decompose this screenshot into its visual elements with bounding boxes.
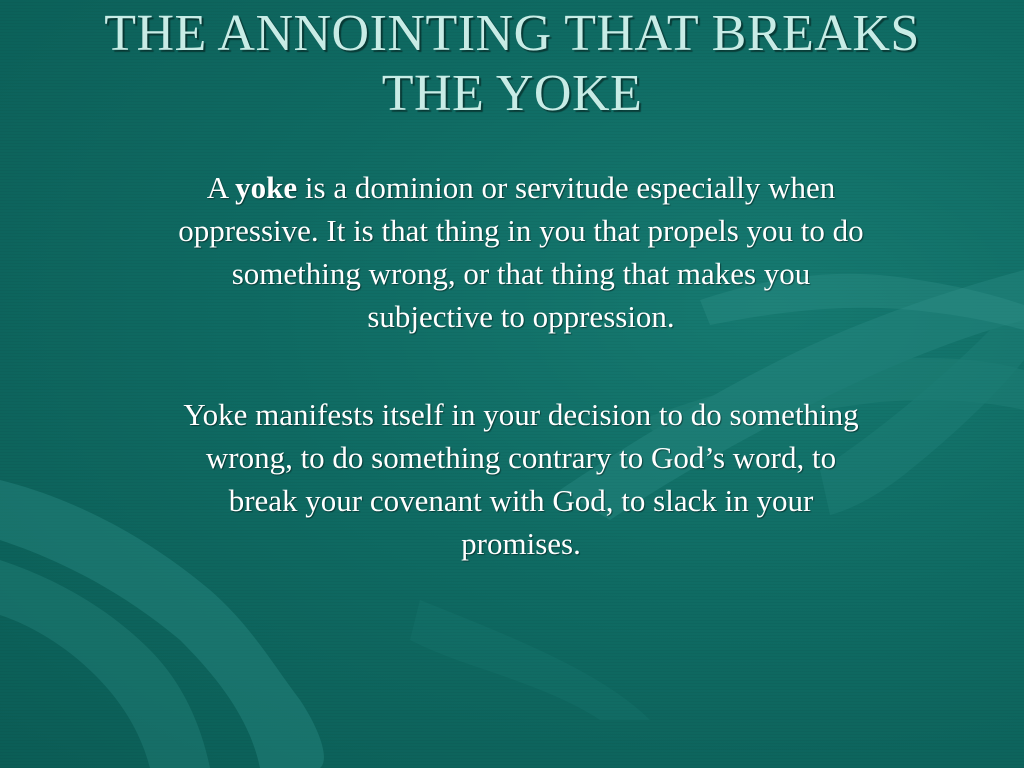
paragraph1-prefix: A — [206, 170, 236, 205]
slide-body — [170, 166, 872, 565]
paragraph-yoke-manifests: Yoke manifests itself in your decision to do something wrong, to do something contrary to God’s word, to break your covenant with God, to slack in your promises. — [183, 397, 859, 561]
paragraph1-text: is a dominion or servitude especially when oppressive. It is that thing in you that propels you to do something wrong, or that thing that makes you subjective to oppression. — [178, 170, 864, 334]
bold-keyword-yoke: yoke — [235, 170, 298, 205]
paragraph-yoke-definition — [170, 166, 872, 338]
slide-title: THE ANNOINTING THAT BREAKS THE YOKE — [104, 5, 920, 122]
